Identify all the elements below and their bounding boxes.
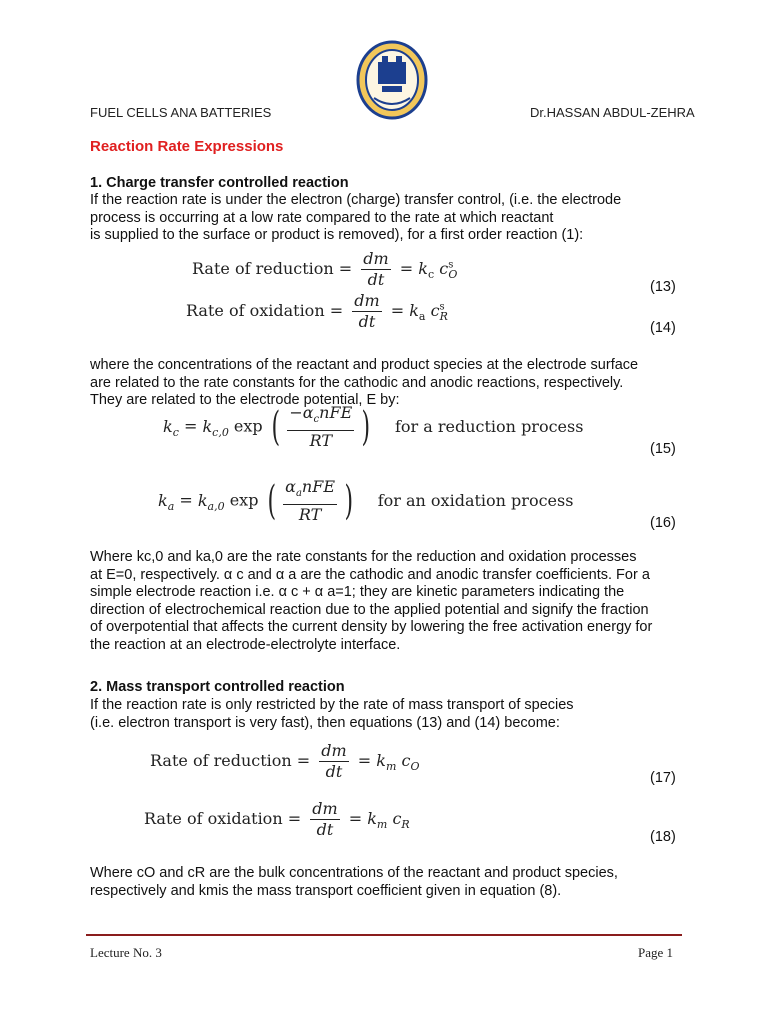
equation-number-13: (13)	[650, 279, 676, 295]
equation-note: for an oxidation process	[377, 490, 574, 510]
equation-note: for a reduction process	[394, 416, 584, 436]
section2-heading: 2. Mass transport controlled reaction	[90, 679, 345, 695]
text-line: Where cO and cR are the bulk concentrations of the reactant and product species,	[90, 865, 618, 881]
equation-label: Rate of oxidation	[186, 301, 325, 320]
text-line: of overpotential that affects the current density by lowering the free activation energy for	[90, 619, 653, 635]
equation-16: $k_a = k_{a,0}$ exp ( $\frac{\alpha_anFE}{RT}$ ) for an oxidation process	[158, 477, 574, 525]
footer-lecture: Lecture No. 3	[90, 945, 162, 960]
text-line: respectively and kmis the mass transport coefficient given in equation (8).	[90, 882, 562, 899]
footer-page: Page 1	[638, 945, 674, 960]
page-title: Reaction Rate Expressions	[90, 138, 284, 155]
text-line: Where kc,0 and ka,0 are the rate constants for the reduction and oxidation processes	[90, 549, 637, 565]
header-right: Dr.HASSAN ABDUL-ZEHRA	[530, 105, 695, 120]
text-line: at E=0, respectively. α c and α a are the cathodic and anodic transfer coefficients. For a	[90, 566, 650, 583]
equation-number-17: (17)	[650, 770, 676, 786]
equation-number-18: (18)	[650, 829, 676, 845]
equation-number-15: (15)	[650, 441, 676, 457]
section1-heading: 1. Charge transfer controlled reaction	[90, 175, 349, 191]
equation-number-16: (16)	[650, 515, 676, 531]
equation-18: Rate of oxidation = $\frac{dm}{dt}$ = $k_m$ $c_R$	[144, 799, 410, 839]
paragraph-4	[90, 865, 690, 900]
text-line: are related to the rate constants for the cathodic and anodic reactions, respectively.	[90, 374, 624, 391]
header-left: FUEL CELLS ANA BATTERIES	[90, 105, 272, 120]
equation-label: Rate of oxidation	[144, 809, 283, 828]
footer-rule	[86, 934, 682, 936]
equation-label: Rate of reduction	[150, 751, 292, 770]
text-line: where the concentrations of the reactant and product species at the electrode surface	[90, 357, 639, 373]
equation-15: $k_c = k_{c,0}$ exp ( $\frac{-\alpha_cnFE}{RT}$ ) for a reduction process	[163, 403, 584, 451]
section1-text	[90, 192, 690, 245]
equation-14: Rate of oxidation = $\frac{dm}{dt}$ = $k_a$ $c^s_R$	[186, 291, 448, 331]
text-line: is supplied to the surface or product is removed), for a first order reaction (1):	[90, 227, 584, 243]
paragraph-2	[90, 357, 690, 410]
equation-13: Rate of reduction = $\frac{dm}{dt}$ = $k_c$ $c^s_O$	[192, 249, 458, 289]
text-line: (i.e. electron transport is very fast), then equations (13) and (14) become:	[90, 714, 560, 731]
paragraph-3	[90, 549, 690, 654]
text-line: They are related to the electrode potential, E by:	[90, 392, 400, 408]
text-line: the reaction at an electrode-electrolyte interface.	[90, 636, 401, 653]
text-line: If the reaction rate is only restricted by the rate of mass transport of species	[90, 697, 574, 713]
university-seal-icon	[356, 40, 428, 120]
section2-text	[90, 697, 690, 732]
equation-17: Rate of reduction = $\frac{dm}{dt}$ = $k_m$ $c_O$	[150, 741, 420, 781]
text-line: simple electrode reaction i.e. α c + α a=1; they are kinetic parameters indicating the	[90, 584, 625, 600]
text-line: direction of electrochemical reaction due to the applied potential and signify the fraction	[90, 601, 649, 618]
equation-label: Rate of reduction	[192, 259, 334, 278]
text-line: If the reaction rate is under the electron (charge) transfer control, (i.e. the electrode	[90, 192, 622, 208]
text-line: process is occurring at a low rate compared to the rate at which reactant	[90, 209, 554, 226]
equation-number-14: (14)	[650, 320, 676, 336]
